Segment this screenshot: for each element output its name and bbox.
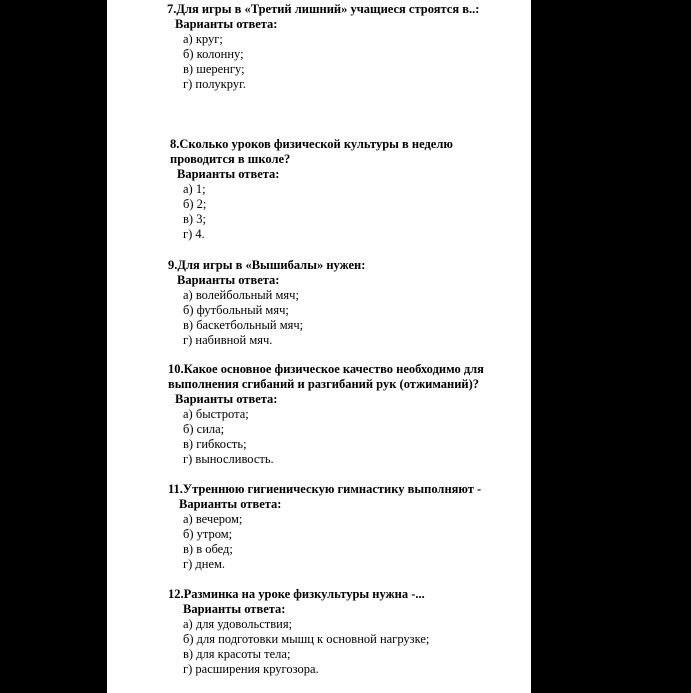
answer-option: а) для удовольствия; [183, 617, 293, 631]
answer-option: б) футбольный мяч; [183, 303, 289, 317]
answer-option: г) расширения кругозора. [183, 662, 319, 676]
answer-option: б) сила; [183, 422, 225, 436]
answer-option: б) 2; [183, 197, 207, 211]
answer-option: а) 1; [183, 182, 206, 196]
question-title: 7.Для игры в «Третий лишний» учащиеся строятся в..: [167, 2, 480, 16]
variants-heading: Варианты ответа: [177, 273, 280, 287]
answer-option: г) выносливость. [183, 452, 274, 466]
variants-heading: Варианты ответа: [183, 602, 286, 616]
question-title: 9.Для игры в «Вышибалы» нужен: [168, 258, 366, 272]
answer-option: в) гибкость; [183, 437, 247, 451]
question-title: 8.Сколько уроков физической культуры в неделю проводится в школе? [170, 137, 453, 166]
answer-option: б) колонну; [183, 47, 244, 61]
question-title: 11.Утреннюю гигиеническую гимнастику выполняют - [168, 482, 482, 496]
variants-heading: Варианты ответа: [175, 17, 278, 31]
answer-option: б) для подготовки мышц к основной нагрузке; [183, 632, 430, 646]
answer-option: а) вечером; [183, 512, 243, 526]
question-title: 12.Разминка на уроке физкультуры нужна -... [168, 587, 425, 601]
answer-option: а) круг; [183, 32, 223, 46]
answer-option: в) в обед; [183, 542, 233, 556]
question-7 [167, 2, 479, 92]
question-8 [170, 137, 453, 242]
answer-option: в) 3; [183, 212, 206, 226]
answer-option: а) волейбольный мяч; [183, 288, 299, 302]
answer-option: в) для красоты тела; [183, 647, 291, 661]
answer-option: б) утром; [183, 527, 233, 541]
question-11 [168, 482, 481, 572]
question-title: 10.Какое основное физическое качество необходимо для выполнения сгибаний и разгибаний рук (отжиманий)? [168, 362, 484, 391]
variants-heading: Варианты ответа: [175, 392, 278, 406]
question-12 [168, 587, 429, 677]
answer-option: а) быстрота; [183, 407, 249, 421]
answer-option: г) полукруг. [183, 77, 246, 91]
answer-option: г) 4. [183, 227, 205, 241]
answer-option: в) шеренгу; [183, 62, 245, 76]
variants-heading: Варианты ответа: [179, 497, 282, 511]
answer-option: г) набивной мяч. [183, 333, 273, 347]
answer-option: г) днем. [183, 557, 226, 571]
question-10 [168, 362, 484, 467]
answer-option: в) баскетбольный мяч; [183, 318, 304, 332]
document-page [107, 0, 531, 693]
question-9 [168, 258, 365, 348]
variants-heading: Варианты ответа: [177, 167, 280, 181]
